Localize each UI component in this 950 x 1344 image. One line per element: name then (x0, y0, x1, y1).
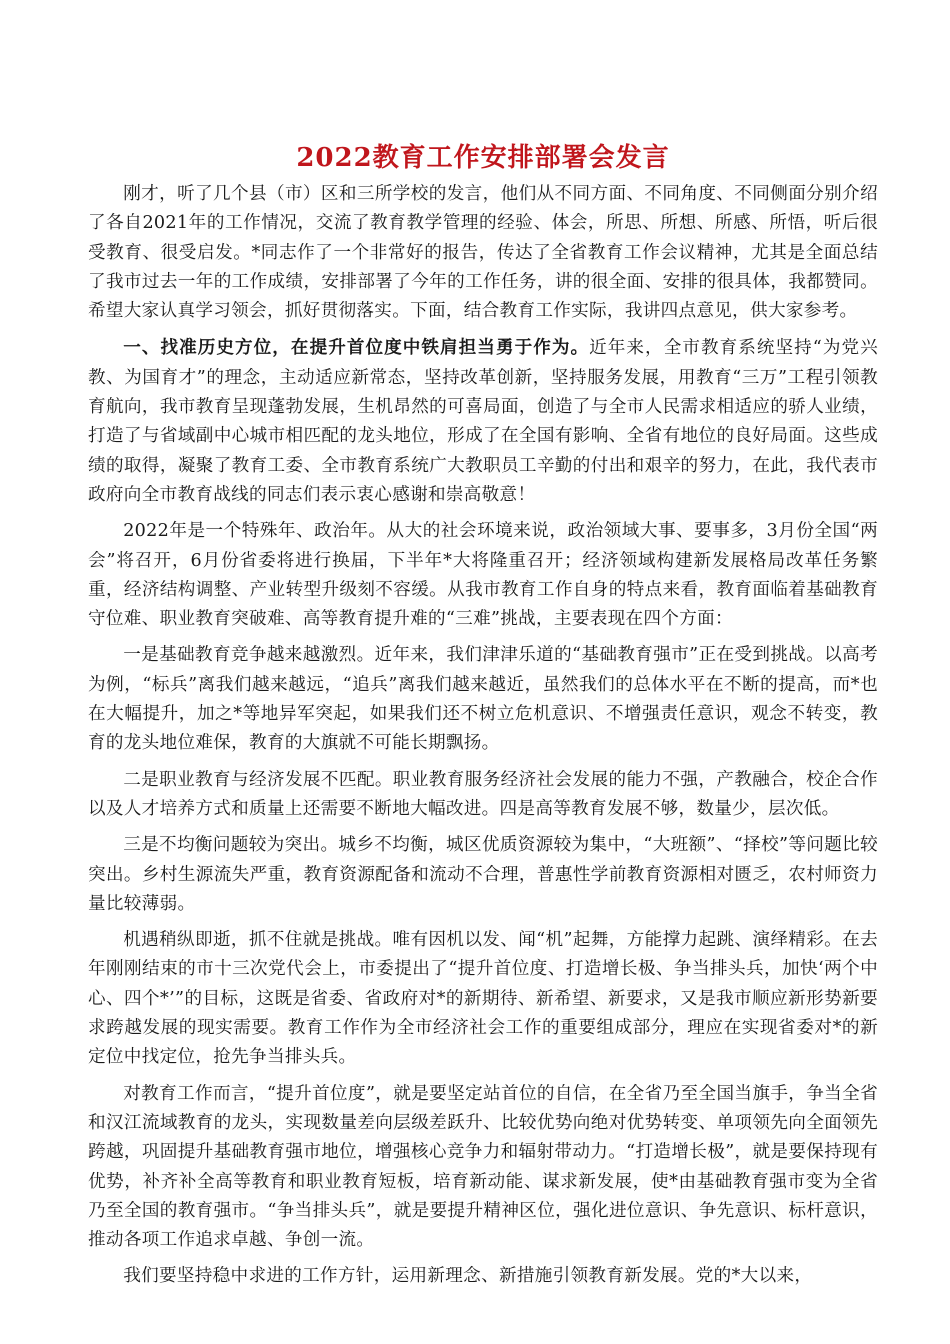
document-title: 2022教育工作安排部署会发言 (296, 143, 670, 173)
document-page (88, 138, 878, 1292)
paragraph-text: 三是不均衡问题较为突出。城乡不均衡，城区优质资源较为集中，“大班额”、“择校”等问题比较突出。乡村生源流失严重，教育资源配备和流动不合理，普惠性学前教育资源相对匮乏，农村师资力量比较薄弱。 (88, 835, 878, 914)
paragraph-9 (88, 1262, 878, 1291)
paragraph-1 (88, 180, 878, 326)
paragraph-text: 二是职业教育与经济发展不匹配。职业教育服务经济社会发展的能力不强，产教融合，校企合作以及人才培养方式和质量上还需要不断地大幅改进。四是高等教育发展不够，数量少，层次低。 (88, 769, 878, 819)
paragraph-8 (88, 1080, 878, 1256)
paragraph-4 (88, 641, 878, 758)
paragraph-text: 近年来，全市教育系统坚持“为党兴教、为国育才”的理念，主动适应新常态，坚持改革创新，坚持服务发展，用教育“三万”工程引领教育航向，我市教育呈现蓬勃发展，生机昂然的可喜局面，创造了与全市人民需求相适应的骄人业绩，打造了与省域副中心城市相匹配的龙头地位，形成了在全国有影响、全省有地位的良好局面。这些成绩的取得，凝聚了教育工委、全市教育系统广大教职员工辛勤的付出和艰辛的努力，在此，我代表市政府向全市教育战线的同志们表示衷心感谢和崇高敬意！ (88, 338, 878, 505)
paragraph-7 (88, 926, 878, 1072)
paragraph-2 (88, 333, 878, 510)
paragraph-text: 我们要坚持稳中求进的工作方针，运用新理念、新措施引领教育新发展。党的*大以来， (123, 1266, 813, 1287)
paragraph-3 (88, 517, 878, 634)
paragraph-text: 刚才，听了几个县（市）区和三所学校的发言，他们从不同方面、不同角度、不同侧面分别介绍了各自2021年的工作情况，交流了教育教学管理的经验、体会，所思、所想、所感、所悟，听后很受教育、很受启发。*同志作了一个非常好的报告，传达了全省教育工作会议精神，尤其是全面总结了我市过去一年的工作成绩，安排部署了今年的工作任务，讲的很全面、安排的很具体，我都赞同。希望大家认真学习领会，抓好贯彻落实。下面，结合教育工作实际，我讲四点意见，供大家参考。 (88, 184, 878, 322)
paragraph-text: 一是基础教育竞争越来越激烈。近年来，我们津津乐道的“基础教育强市”正在受到挑战。以高考为例，“标兵”离我们越来越远，“追兵”离我们越来越近，虽然我们的总体水平在不断的提高，而*也在大幅提升，加之*等地异军突起，如果我们还不树立危机意识、不增强责任意识，观念不转变，教育的龙头地位难保，教育的大旗就不可能长期飘扬。 (88, 645, 878, 754)
paragraph-5 (88, 766, 878, 825)
section-heading-1: 一、找准历史方位，在提升首位度中铁肩担当勇于作为。 (123, 337, 590, 359)
paragraph-text: 对教育工作而言，“提升首位度”，就是要坚定站首位的自信，在全省乃至全国当旗手，争当全省和汉江流域教育的龙头，实现数量差向层级差跃升、比较优势向绝对优势转变、单项领先向全面领先跨越，巩固提升基础教育强市地位，增强核心竞争力和辐射带动力。“打造增长极”，就是要保持现有优势，补齐补全高等教育和职业教育短板，培育新动能、谋求新发展，使*由基础教育强市变为全省乃至全国的教育强市。“争当排头兵”，就是要提升精神区位，强化进位意识、争先意识、标杆意识，推动各项工作追求卓越、争创一流。 (88, 1083, 878, 1251)
paragraph-6 (88, 831, 878, 919)
paragraph-text: 机遇稍纵即逝，抓不住就是挑战。唯有因机以发、闻“机”起舞，方能撑力起跳、演绎精彩。在去年刚刚结束的市十三次党代会上，市委提出了“提升首位度、打造增长极、争当排头兵，加快‘两个中心、四个*’”的目标，这既是省委、省政府对*的新期待、新希望、新要求，又是我市顺应新形势新要求跨越发展的现实需要。教育工作作为全市经济社会工作的重要组成部分，理应在实现省委对*的新定位中找定位，抢先争当排头兵。 (88, 930, 878, 1068)
paragraph-text: 2022年是一个特殊年、政治年。从大的社会环境来说，政治领域大事、要事多，3月份全国“两会”将召开，6月份省委将进行换届，下半年*大将隆重召开；经济领域构建新发展格局改革任务繁重，经济结构调整、产业转型升级刻不容缓。从我市教育工作自身的特点来看，教育面临着基础教育守位难、职业教育突破难、高等教育提升难的“三难”挑战，主要表现在四个方面： (88, 521, 878, 630)
